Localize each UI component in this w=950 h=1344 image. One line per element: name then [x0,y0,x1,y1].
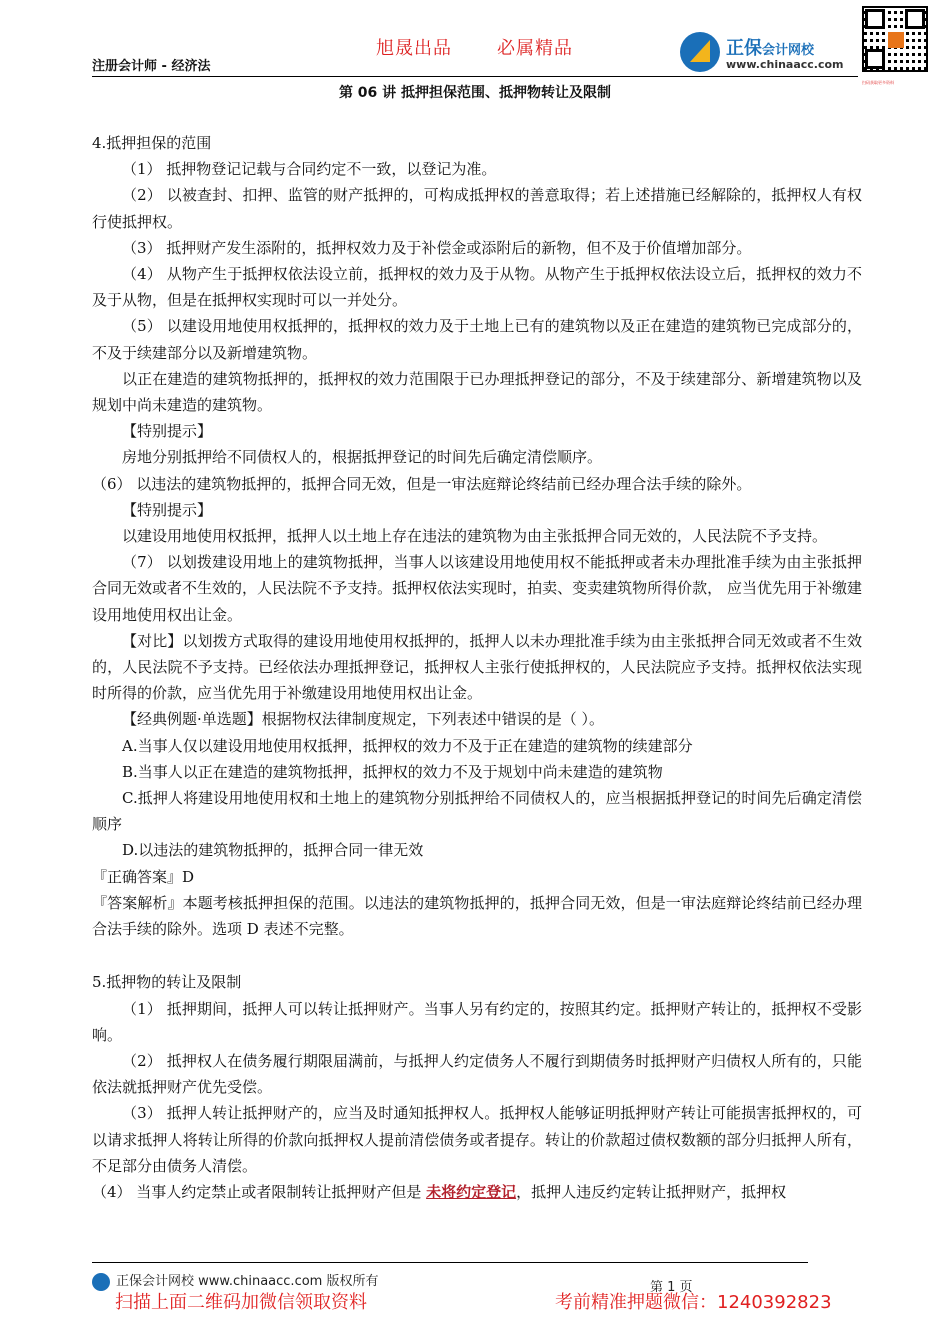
qr-center-badge-icon [888,32,904,48]
special-tip-text: 房地分别抵押给不同债权人的，根据抵押登记的时间先后确定清偿顺序。 [122,448,603,467]
qr-finder-icon [865,49,885,69]
qr-note: 扫码获取更多资料 [862,80,894,85]
logo-url: www.chinaacc.com [726,58,844,71]
paragraph-text: （4） 当事人约定禁止或者限制转让抵押财产但是 [92,1182,427,1201]
qr-finder-icon [905,9,925,29]
special-tip-text: 以建设用地使用权抵押，抵押人以土地上存在违法的建筑物为由主张抵押合同无效的，人民法院不予支持。 [122,527,828,546]
option-b: B.当事人以正在建造的建筑物抵押，抵押权的效力不及于规划中尚未建造的建筑物 [122,762,663,781]
banner-left: 旭晟出品 [376,38,452,59]
paragraph: （1） 抵押期间，抵押人可以转让抵押财产。当事人另有约定的，按照其约定。抵押财产转让的，抵押权不受影响。 [92,999,862,1044]
compare-note: 【对比】以划拨方式取得的建设用地使用权抵押的，抵押人以未办理批准手续为由主张抵押合同无效或者不生效的，人民法院不予支持。已经依法办理抵押登记，抵押权人主张行使抵押权的，人民法院应予支持。抵押权依法实现时所得的价款，应当优先用于补缴建设用地使用权出让金。 [92,631,862,703]
paragraph: （7） 以划拨建设用地上的建筑物抵押，当事人以该建设用地使用权不能抵押或者未办理批准手续为由主张抵押合同无效或者不生效的，人民法院不予支持。抵押权依法实现时，拍卖、变卖建筑物所得价款， 应当优先用于补缴建设用地使用权出让金。 [92,553,862,624]
spacer [92,942,862,969]
watermark-right: 考前精准押题微信：1240392823 [555,1292,832,1313]
highlight-unregistered: 未将约定登记 [426,1182,517,1201]
paragraph: （2） 抵押权人在债务履行期限届满前，与抵押人约定债务人不履行到期债务时抵押财产归债权人所有的，只能依法就抵押财产优先受偿。 [92,1051,862,1097]
logo-mark-icon [680,32,720,72]
logo-name: 正保会计网校 [726,38,815,59]
document-body [92,130,862,1205]
header-divider [92,76,858,77]
paragraph-text: ，抵押人违反约定转让抵押财产，抵押权 [516,1182,787,1201]
paragraph: 以正在建造的建筑物抵押的，抵押权的效力范围限于已办理抵押登记的部分，不及于续建部分、新增建筑物以及规划中尚未建造的建筑物。 [92,369,862,415]
special-tip-label: 【特别提示】 [122,422,213,441]
paragraph: （2） 以被查封、扣押、监管的财产抵押的，可构成抵押权的善意取得；若上述措施已经解除的，抵押权人有权行使抵押权。 [92,186,862,231]
option-d: D.以违法的建筑物抵押的，抵押合同一律无效 [122,841,424,860]
footer-divider [92,1262,808,1263]
correct-answer: 『正确答案』D [92,867,195,886]
footer-logo-icon [92,1273,110,1291]
qr-code-icon [862,6,928,72]
paragraph: （4） 从物产生于抵押权依法设立前，抵押权的效力及于从物。从物产生于抵押权依法设立后，抵押权的效力不及于从物，但是在抵押权实现时可以一并处分。 [92,265,862,310]
option-c: C.抵押人将建设用地使用权和土地上的建筑物分别抵押给不同债权人的，应当根据抵押登记的时间先后确定清偿顺序 [92,789,862,834]
footer-copyright: 正保会计网校 www.chinaacc.com 版权所有 [92,1270,378,1291]
paragraph: （5） 以建设用地使用权抵押的，抵押权的效力及于土地上已有的建筑物以及正在建造的建筑物已完成部分的，不及于续建部分以及新增建筑物。 [92,317,862,362]
page-number: 第 1 页 [650,1280,693,1295]
chinaacc-logo[interactable] [680,32,860,76]
special-tip-label: 【特别提示】 [122,500,213,519]
qr-finder-icon [865,9,885,29]
section-4-title: 4.抵押担保的范围 [92,134,212,152]
example-question: 【经典例题·单选题】根据物权法律制度规定，下列表述中错误的是（ ）。 [122,710,605,729]
paragraph: （6） 以违法的建筑物抵押的，抵押合同无效，但是一审法庭辩论终结前已经办理合法手续的除外。 [92,474,752,493]
paragraph: （1） 抵押物登记记载与合同约定不一致，以登记为准。 [122,160,497,179]
lecture-title: 第 06 讲 抵押担保范围、抵押物转让及限制 [338,85,612,101]
subject-label: 注册会计师 - 经济法 [92,59,211,74]
banner-right: 必属精品 [497,38,573,59]
section-5-title: 5.抵押物的转让及限制 [92,973,242,992]
answer-analysis: 『答案解析』本题考核抵押担保的范围。以违法的建筑物抵押的，抵押合同无效，但是一审法庭辩论终结前已经办理合法手续的除外。选项 D 表述不完整。 [92,893,862,939]
paragraph [92,1179,862,1205]
watermark-left: 扫描上面二维码加微信领取资料 [115,1292,367,1313]
paragraph: （3） 抵押人转让抵押财产的，应当及时通知抵押权人。抵押权人能够证明抵押财产转让可能损害抵押权的，可以请求抵押人将转让所得的价款向抵押权人提前清偿债务或者提存。转让的价款超过债权数额的部分归抵押人所有，不足部分由债务人清偿。 [92,1104,862,1175]
option-a: A.当事人仅以建设用地使用权抵押，抵押权的效力不及于正在建造的建筑物的续建部分 [122,736,693,755]
paragraph: （3） 抵押财产发生添附的，抵押权效力及于补偿金或添附后的新物，但不及于价值增加部分。 [122,238,752,257]
